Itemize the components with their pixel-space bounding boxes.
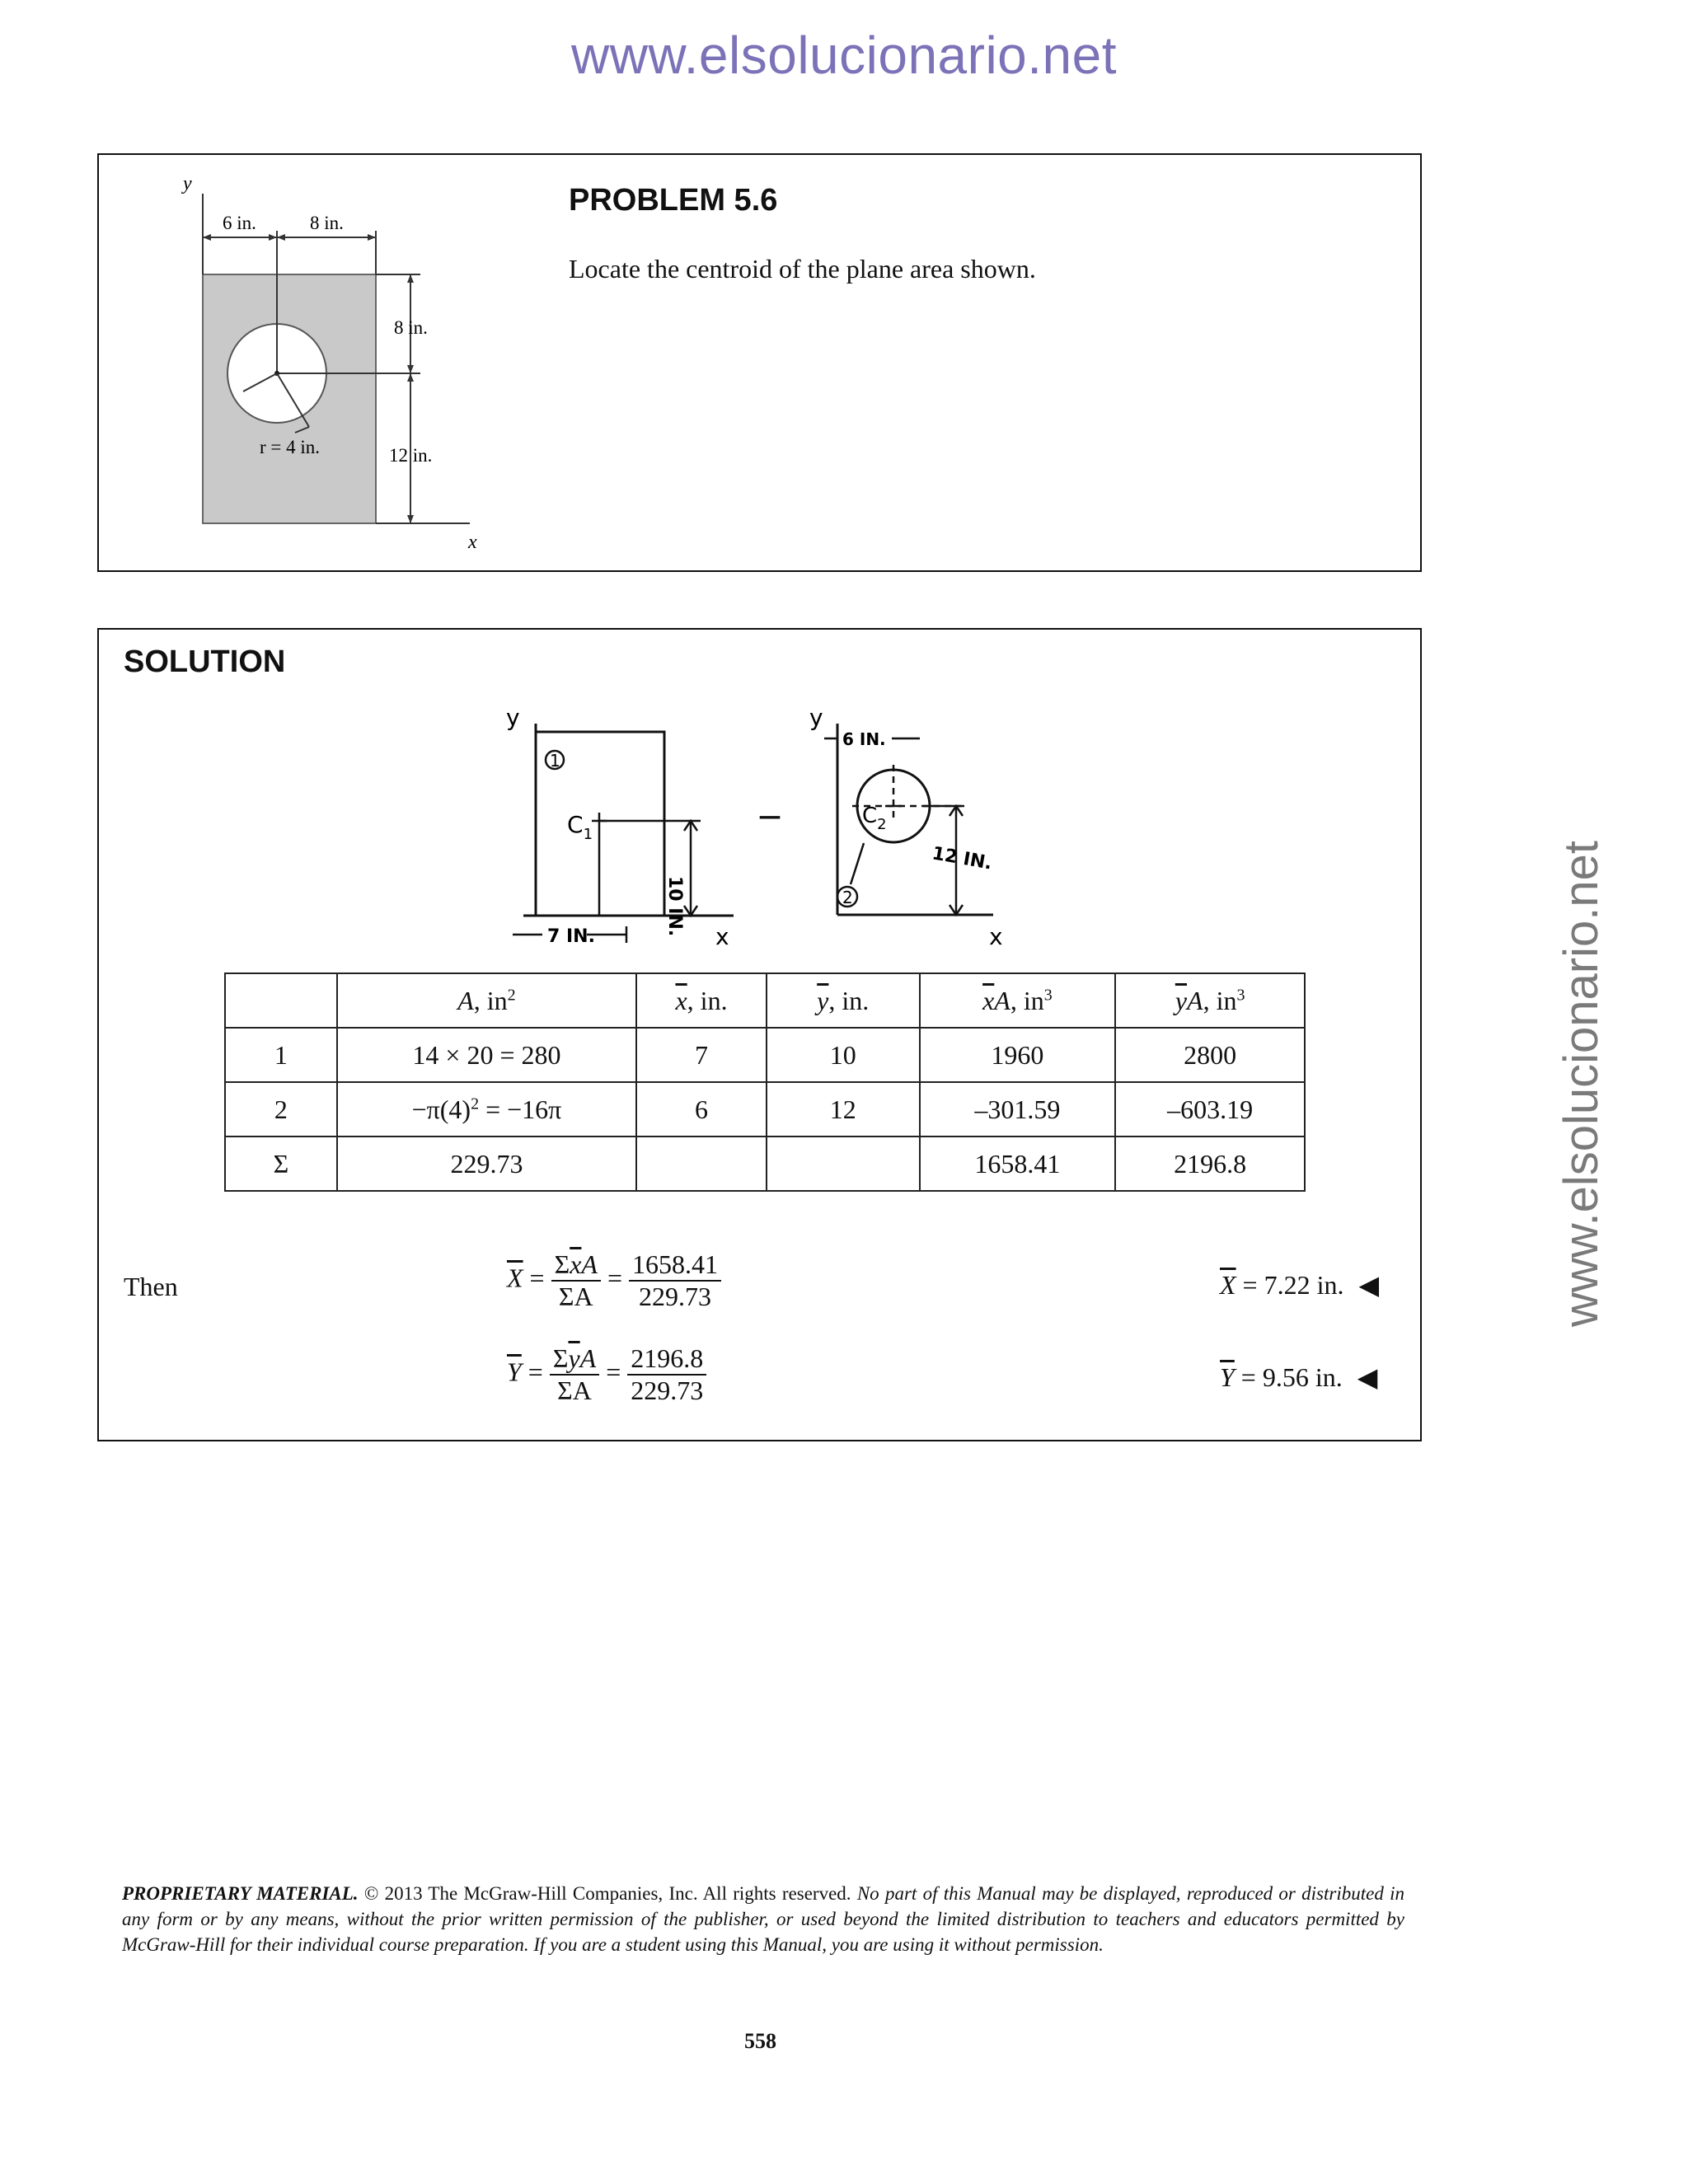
svg-text:1: 1 bbox=[550, 751, 560, 771]
table-row: 2 $-\pi(4)^2 = -16\pi$ 6 12 –301.59 –603.19 bbox=[225, 1082, 1305, 1137]
table-row-sum: Σ 229.73 1658.41 2196.8 bbox=[225, 1137, 1305, 1191]
y-axis-label: y bbox=[183, 173, 192, 194]
problem-statement: Locate the centroid of the plane area shown. bbox=[569, 254, 1036, 284]
svg-text:2: 2 bbox=[842, 888, 853, 907]
dim-top-right: 8 in. bbox=[310, 213, 344, 233]
equation-y: $\overline{Y}$ = $\frac{\Sigma\overline{y}A}{\Sigma A}$ = $\frac{2196.8}{229.73}$ bbox=[507, 1343, 706, 1406]
sketch-left bbox=[495, 699, 758, 954]
header-blank bbox=[225, 973, 337, 1028]
header-ybar: $\overline{y}$, in. bbox=[767, 973, 920, 1028]
header-xbar: $\overline{x}$, in. bbox=[636, 973, 767, 1028]
page-number: 558 bbox=[744, 2029, 776, 2053]
svg-text:y: y bbox=[506, 704, 520, 731]
watermark-side-text: www.elsolucionario.net bbox=[1554, 841, 1608, 1327]
watermark-top: www.elsolucionario.net bbox=[571, 26, 1117, 85]
radius-label: r = 4 in. bbox=[260, 437, 321, 457]
dim-12in: 12 IN. bbox=[930, 843, 994, 874]
header-ya: $\overline{y}A$, $in^3$ bbox=[1115, 973, 1305, 1028]
result-marker-icon: ◀ bbox=[1358, 1270, 1380, 1300]
problem-figure bbox=[157, 165, 511, 560]
x-axis-label: x bbox=[468, 532, 477, 553]
problem-title: PROBLEM 5.6 bbox=[569, 183, 778, 218]
result-y: $\overline{Y} = 9.56$ in. ◀ bbox=[1220, 1362, 1378, 1392]
svg-text:x: x bbox=[989, 923, 1003, 950]
table-header-row bbox=[225, 973, 1305, 1028]
svg-text:x: x bbox=[715, 923, 729, 950]
header-xa: $\overline{x}A$, $in^3$ bbox=[920, 973, 1116, 1028]
then-label: Then bbox=[124, 1272, 178, 1301]
dim-6in: 6 IN. bbox=[842, 729, 886, 749]
dim-7in: 7 IN. bbox=[547, 926, 595, 947]
minus-sign: – bbox=[760, 792, 780, 836]
result-marker-icon: ◀ bbox=[1357, 1362, 1378, 1392]
header-area: A, $in^2$ bbox=[337, 973, 636, 1028]
table-row: 1 14 × 20 = 280 7 10 1960 2800 bbox=[225, 1028, 1305, 1082]
solution-table bbox=[224, 972, 1306, 1192]
c2-label: $C_2$ bbox=[862, 804, 887, 833]
dim-right-lower: 12 in. bbox=[389, 445, 433, 466]
solution-title: SOLUTION bbox=[124, 644, 286, 679]
footer-notice: PROPRIETARY MATERIAL. © 2013 The McGraw-Hill Companies, Inc. All rights reserved. No part of this Manual may be displayed, reproduced or distributed in any form or by any means, without the prior written permission of the publisher, or used beyond the limited distribution to teachers and educators permitted by McGraw-Hill for their individual course preparation. If you are a student using this Manual, you are using it without permission. bbox=[122, 1883, 1404, 1955]
c1-label: $C_1$ bbox=[567, 811, 593, 843]
equation-x: $\overline{X}$ = $\frac{\Sigma\overline{x}A}{\Sigma A}$ = $\frac{1658.41}{229.73}$ bbox=[507, 1249, 721, 1312]
sketch-right bbox=[799, 699, 1047, 954]
dim-right-upper: 8 in. bbox=[394, 317, 428, 338]
dim-10in: 10 IN. bbox=[664, 876, 685, 937]
result-x: $\overline{X} = 7.22$ in. ◀ bbox=[1220, 1270, 1380, 1300]
svg-text:y: y bbox=[809, 704, 823, 731]
dim-top-left: 6 in. bbox=[223, 213, 256, 233]
